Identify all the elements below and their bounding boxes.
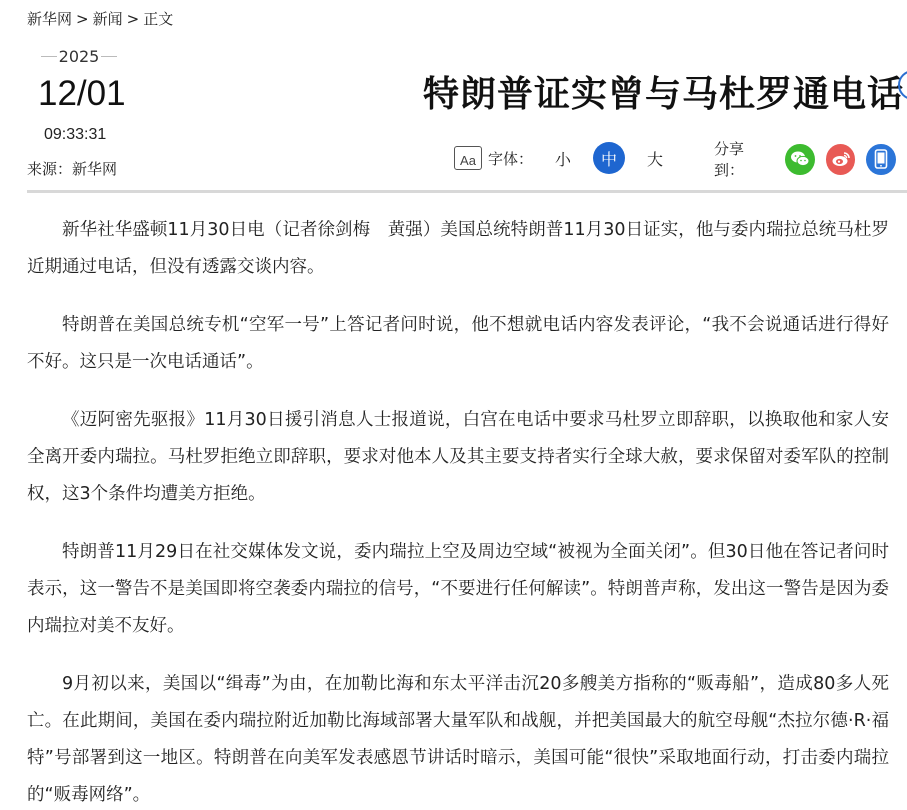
publish-time: 09:33:31 [44,126,107,143]
share-wechat-button[interactable] [785,144,815,175]
breadcrumb-current: 正文 [143,10,174,28]
font-size-label: 字体： [488,149,534,168]
article-paragraph: 《迈阿密先驱报》11月30日援引消息人士报道说，白宫在电话中要求马杜罗立即辞职，以换取他和家人安全离开委内瑞拉。马杜罗拒绝立即辞职，要求对他本人及其主要支持者实行全球大赦，要求保留对委军队的控制权，这3个条件均遭美方拒绝。 [27,410,889,504]
year-divider-left [41,56,57,57]
year-divider-right [101,56,117,57]
breadcrumb-news-link[interactable]: 新闻 [92,10,123,28]
breadcrumb-separator: > [76,10,89,28]
share-weibo-button[interactable] [826,144,856,175]
font-size-control [454,142,671,174]
share-mobile-button[interactable] [866,144,896,175]
weibo-icon [831,150,851,168]
breadcrumb [27,8,173,29]
article-paragraph: 特朗普11月29日在社交媒体发文说，委内瑞拉上空及周边空域“被视为全面关闭”。但30日他在答记者问时表示，这一警告不是美国即将空袭委内瑞拉的信号，“不要进行任何解读”。特朗普声称，发出这一警告是因为委内瑞拉对美不友好。 [27,542,889,636]
breadcrumb-separator: > [126,10,140,28]
header-divider [27,190,907,193]
mobile-icon [874,149,888,169]
publish-day: 12/01 [38,74,126,113]
share-label: 分享到： [714,140,745,179]
article-paragraph: 新华社华盛顿11月30日电（记者徐剑梅 黄强）美国总统特朗普11月30日证实，他与委内瑞拉总统马杜罗近期通过电话，但没有透露交谈内容。 [27,220,889,277]
article-source: 来源：新华网 [27,160,118,178]
article-paragraph: 特朗普在美国总统专机“空军一号”上答记者问时说，他不想就电话内容发表评论，“我不会说通话进行得好不好。这只是一次电话通话”。 [27,315,889,372]
article-body [27,212,889,810]
font-size-small-button[interactable]: 小 [555,149,572,169]
wechat-icon [790,150,810,168]
publish-year: 2025 [58,46,100,66]
font-size-large-button[interactable]: 大 [647,149,664,169]
article-paragraph: 9月初以来，美国以“缉毒”为由，在加勒比海和东太平洋击沉20多艘美方指称的“贩毒船”，造成80多人死亡。在此期间，美国在委内瑞拉附近加勒比海域部署大量军队和战舰，并把美国最大的航空母舰“杰拉尔德·R·福特”号部署到这一地区。特朗普在向美军发表感恩节讲话时暗示，美国可能“很快”采取地面行动，打击委内瑞拉的“贩毒网络”。 [27,674,889,805]
share-bar [714,140,907,179]
year-row [41,46,117,66]
font-size-medium-button[interactable]: 中 [593,142,625,174]
font-size-icon: Aa [454,146,482,170]
article-title: 特朗普证实曾与马杜罗通电话 [423,74,905,115]
breadcrumb-home-link[interactable]: 新华网 [27,10,73,28]
